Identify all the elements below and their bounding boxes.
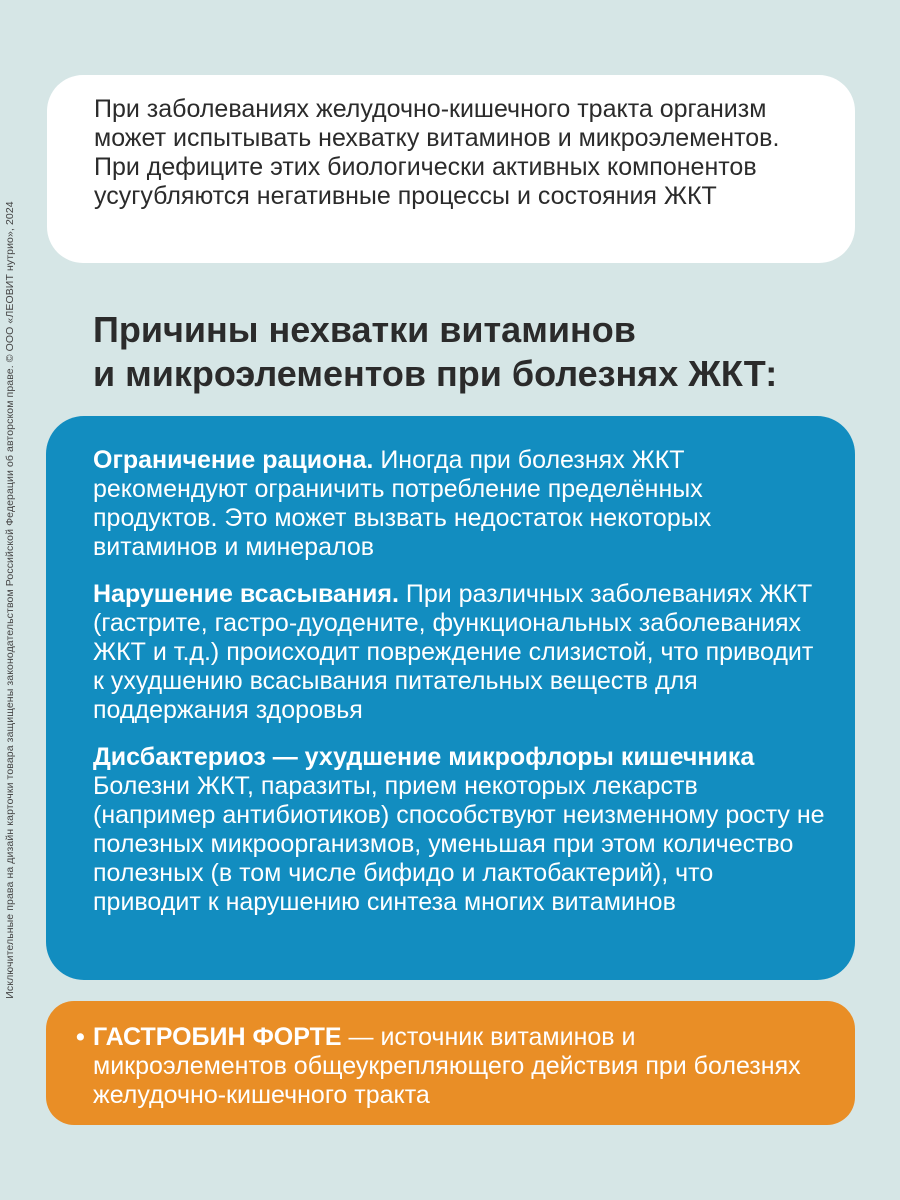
cause-text: Иногда при болезнях ЖКТ рекомендуют ограничить потребление пределённых продуктов. Это может вызвать недостаток некоторых витаминов и минералов	[93, 446, 712, 561]
cause-text: Болезни ЖКТ, паразиты, прием некоторых лекарств (например антибиотиков) способствуют неизменному росту не полезных микроорганизмов, уменьшая при этом количество полезных (в том числе бифидо и лактобактерий), что приводит к нарушению синтеза многих витаминов	[93, 772, 825, 916]
product-name: ГАСТРОБИН ФОРТЕ	[93, 1023, 342, 1051]
intro-text: При заболеваниях желудочно-кишечного тракта организм может испытывать нехватку витаминов и микроэлементов. При дефиците этих биологически активных компонентов усугубляются негативные процессы и состояния ЖКТ	[94, 95, 780, 210]
product-text: — источник витаминов и микроэлементов общеукрепляющего действия при болезнях желудочно-кишечного тракта	[93, 1023, 801, 1109]
bullet-icon: •	[76, 1023, 85, 1051]
cause-absorption-disorder	[93, 580, 825, 725]
section-heading	[93, 308, 853, 396]
heading-line-1: Причины нехватки витаминов	[93, 309, 636, 350]
cause-title: Дисбактериоз — ухудшение микрофлоры кишечника	[93, 743, 755, 771]
cause-title: Ограничение рациона.	[93, 446, 374, 474]
product-card	[46, 1001, 855, 1125]
copyright-text: Исключительные права на дизайн карточки товара защищены законодательством Российской Федерации об авторском праве. © ООО «ЛЕОВИТ нутрио», 2024	[4, 201, 16, 999]
heading-line-2: и микроэлементов при болезнях ЖКТ:	[93, 353, 778, 394]
causes-card	[46, 416, 855, 980]
intro-card	[47, 75, 855, 263]
cause-text: При различных заболеваниях ЖКТ (гастрите, гастро-дуодените, функциональных заболеваниях ЖКТ и т.д.) происходит повреждение слизистой, что приводит к ухудшению всасывания питательных веществ для поддержания здоровья	[93, 580, 814, 724]
product-description	[76, 1023, 815, 1110]
cause-diet-restriction	[93, 446, 825, 562]
cause-title: Нарушение всасывания.	[93, 580, 399, 608]
copyright-notice	[0, 0, 20, 1200]
cause-dysbacteriosis	[93, 743, 825, 917]
